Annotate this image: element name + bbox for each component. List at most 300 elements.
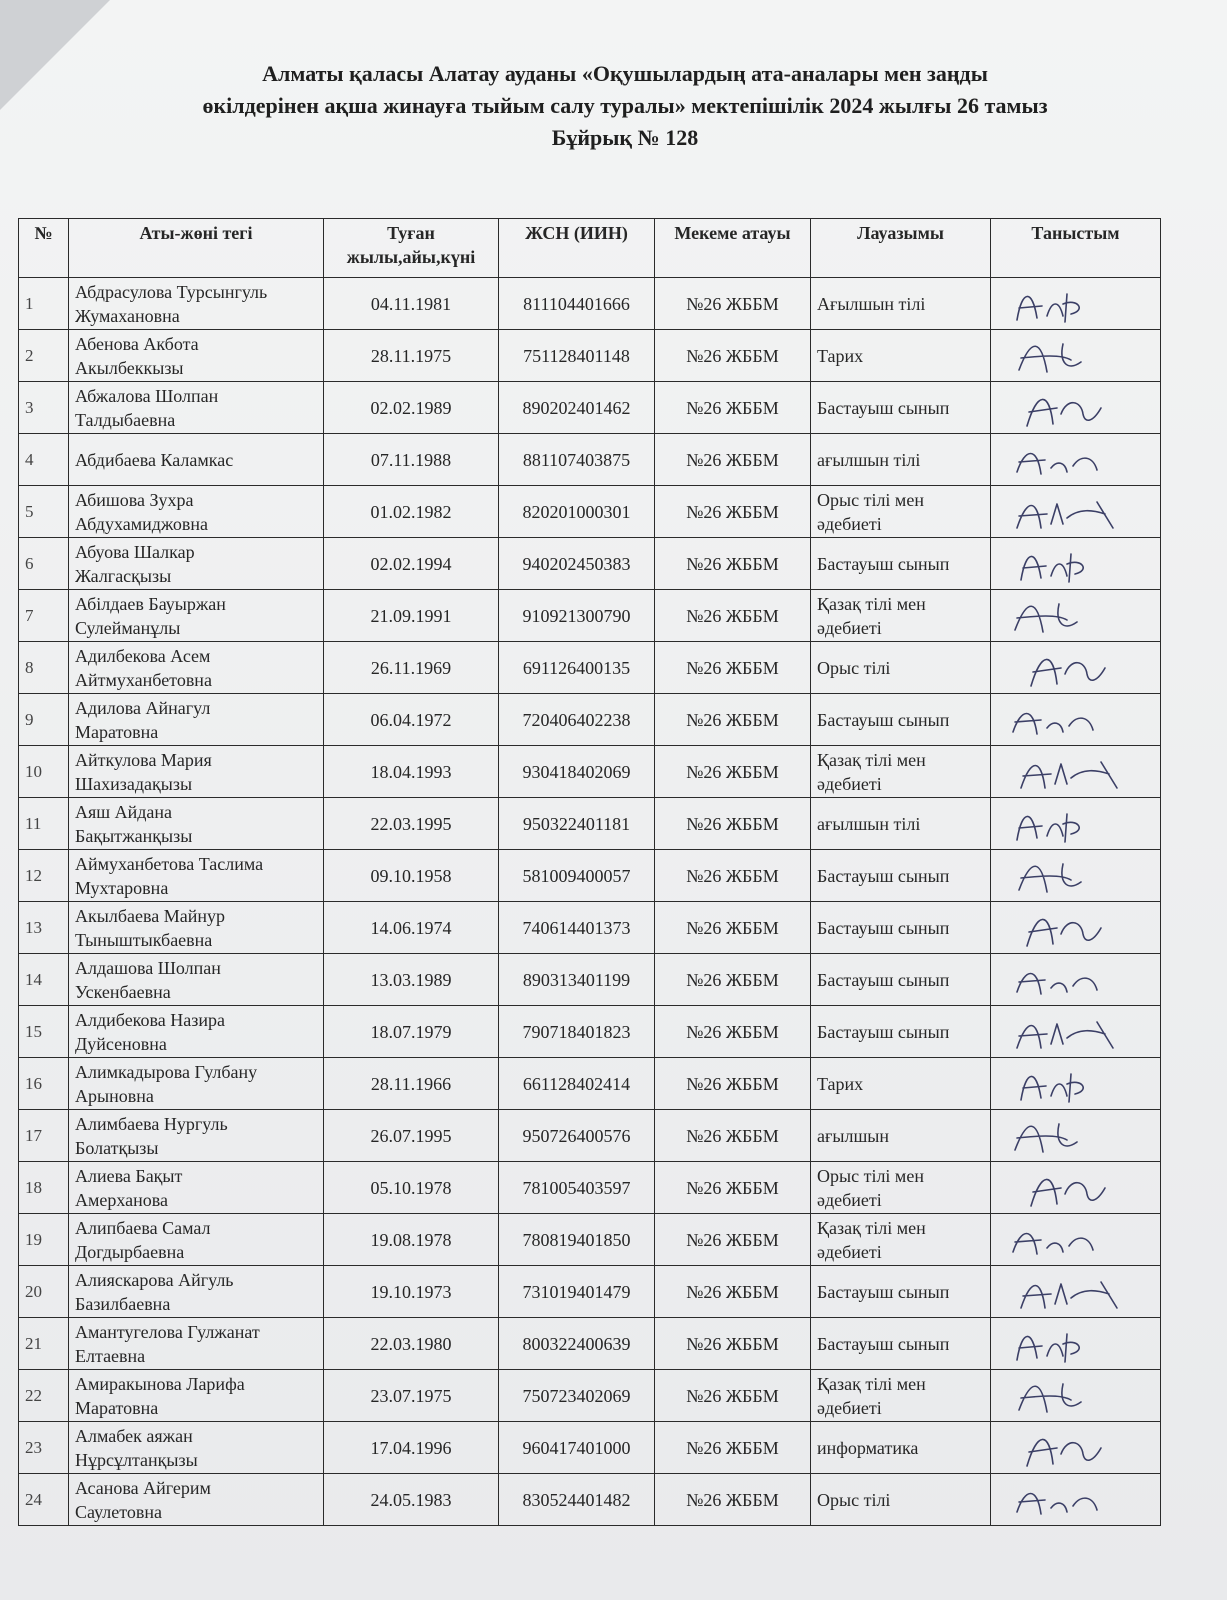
table-row xyxy=(19,1214,1161,1266)
full-name-line-2: Акылбеккызы xyxy=(75,357,184,378)
full-name xyxy=(69,1266,324,1318)
birth-date: 02.02.1994 xyxy=(324,538,499,590)
iin-number: 890202401462 xyxy=(499,382,655,434)
organization-name: №26 ЖББМ xyxy=(655,798,811,850)
table-row xyxy=(19,798,1161,850)
row-number: 1 xyxy=(19,278,69,330)
organization-name: №26 ЖББМ xyxy=(655,590,811,642)
full-name-line-2: Мухтаровна xyxy=(75,877,169,898)
position-line-1: ағылшын xyxy=(817,1125,890,1146)
row-number: 11 xyxy=(19,798,69,850)
position-line-1: Орыс тілі мен xyxy=(817,1165,924,1186)
row-number: 17 xyxy=(19,1110,69,1162)
full-name-line-1: Алмабек аяжан xyxy=(75,1425,193,1446)
table-row xyxy=(19,330,1161,382)
signature-cell xyxy=(991,330,1161,382)
full-name-line-2: Догдырбаевна xyxy=(75,1241,185,1262)
signature-cell xyxy=(991,1318,1161,1370)
birth-date: 14.06.1974 xyxy=(324,902,499,954)
table-row xyxy=(19,1422,1161,1474)
signature-cell xyxy=(991,382,1161,434)
iin-number: 781005403597 xyxy=(499,1162,655,1214)
position xyxy=(811,278,991,330)
position-line-1: Қазақ тілі мен xyxy=(817,1217,926,1238)
position-line-2: әдебиеті xyxy=(817,617,882,638)
signature-cell xyxy=(991,798,1161,850)
birth-date: 19.08.1978 xyxy=(324,1214,499,1266)
full-name-line-1: Алияскарова Айгуль xyxy=(75,1269,234,1290)
full-name-line-2: Елтаевна xyxy=(75,1345,146,1366)
position xyxy=(811,1422,991,1474)
iin-number: 691126400135 xyxy=(499,642,655,694)
organization-name: №26 ЖББМ xyxy=(655,1370,811,1422)
row-number: 24 xyxy=(19,1474,69,1526)
full-name-line-1: Алипбаева Самал xyxy=(75,1217,211,1238)
birth-date: 09.10.1958 xyxy=(324,850,499,902)
full-name-line-1: Абжалова Шолпан xyxy=(75,385,219,406)
signature-cell xyxy=(991,1058,1161,1110)
full-name-line-2: Жалгасқызы xyxy=(75,565,172,586)
birth-date: 28.11.1966 xyxy=(324,1058,499,1110)
position-line-2: әдебиеті xyxy=(817,1397,882,1418)
position xyxy=(811,486,991,538)
iin-number: 950322401181 xyxy=(499,798,655,850)
row-number: 14 xyxy=(19,954,69,1006)
iin-number: 581009400057 xyxy=(499,850,655,902)
organization-name: №26 ЖББМ xyxy=(655,278,811,330)
position-line-2: әдебиеті xyxy=(817,773,882,794)
signature-cell xyxy=(991,694,1161,746)
signature-cell xyxy=(991,954,1161,1006)
header-line-1: Алматы қаласы Алатау ауданы «Оқушылардың ата-аналары мен заңды xyxy=(262,61,988,86)
signature-cell xyxy=(991,1110,1161,1162)
birth-date: 19.10.1973 xyxy=(324,1266,499,1318)
signature-cell xyxy=(991,1370,1161,1422)
iin-number: 811104401666 xyxy=(499,278,655,330)
table-row xyxy=(19,590,1161,642)
full-name xyxy=(69,278,324,330)
signature-cell xyxy=(991,434,1161,486)
birth-date: 26.11.1969 xyxy=(324,642,499,694)
table-row xyxy=(19,694,1161,746)
handwritten-signature xyxy=(997,1424,1137,1472)
birth-date: 01.02.1982 xyxy=(324,486,499,538)
organization-name: №26 ЖББМ xyxy=(655,642,811,694)
birth-date: 04.11.1981 xyxy=(324,278,499,330)
full-name xyxy=(69,486,324,538)
full-name-line-2: Абдухамиджовна xyxy=(75,513,208,534)
table-row xyxy=(19,1110,1161,1162)
position-line-1: Орыс тілі xyxy=(817,657,891,678)
position-line-2: әдебиеті xyxy=(817,1241,882,1262)
position xyxy=(811,590,991,642)
full-name xyxy=(69,642,324,694)
row-number: 3 xyxy=(19,382,69,434)
column-header-position: Лауазымы xyxy=(811,219,991,278)
iin-number: 720406402238 xyxy=(499,694,655,746)
full-name-line-2: Талдыбаевна xyxy=(75,409,176,430)
full-name xyxy=(69,590,324,642)
row-number: 9 xyxy=(19,694,69,746)
organization-name: №26 ЖББМ xyxy=(655,382,811,434)
handwritten-signature xyxy=(997,332,1137,380)
organization-name: №26 ЖББМ xyxy=(655,902,811,954)
position-line-2: әдебиеті xyxy=(817,513,882,534)
table-row xyxy=(19,1318,1161,1370)
position xyxy=(811,850,991,902)
full-name-line-2: Ускенбаевна xyxy=(75,981,171,1002)
row-number: 22 xyxy=(19,1370,69,1422)
full-name-line-1: Абишова Зухра xyxy=(75,489,194,510)
full-name xyxy=(69,1162,324,1214)
iin-number: 950726400576 xyxy=(499,1110,655,1162)
full-name-line-2: Болатқызы xyxy=(75,1137,159,1158)
full-name-line-2: Айтмуханбетовна xyxy=(75,669,212,690)
handwritten-signature xyxy=(997,644,1137,692)
full-name-line-1: Адилбекова Асем xyxy=(75,645,211,666)
full-name-line-1: Алдашова Шолпан xyxy=(75,957,221,978)
iin-number: 930418402069 xyxy=(499,746,655,798)
full-name xyxy=(69,1214,324,1266)
handwritten-signature xyxy=(997,852,1137,900)
birth-date: 28.11.1975 xyxy=(324,330,499,382)
table-row xyxy=(19,278,1161,330)
table-row xyxy=(19,902,1161,954)
table-row xyxy=(19,434,1161,486)
full-name xyxy=(69,1474,324,1526)
position xyxy=(811,382,991,434)
column-header-name: Аты-жөні тегі xyxy=(69,219,324,278)
full-name xyxy=(69,1006,324,1058)
position-line-1: Орыс тілі мен xyxy=(817,489,924,510)
position-line-1: Орыс тілі xyxy=(817,1489,891,1510)
full-name-line-1: Алимбаева Нургуль xyxy=(75,1113,228,1134)
birth-date: 22.03.1995 xyxy=(324,798,499,850)
column-header-iin: ЖСН (ИИН) xyxy=(499,219,655,278)
iin-number: 800322400639 xyxy=(499,1318,655,1370)
table-row xyxy=(19,642,1161,694)
position xyxy=(811,1318,991,1370)
position-line-1: Бастауыш сынып xyxy=(817,969,950,990)
position xyxy=(811,1266,991,1318)
signature-cell xyxy=(991,1162,1161,1214)
position-line-1: Қазақ тілі мен xyxy=(817,749,926,770)
organization-name: №26 ЖББМ xyxy=(655,538,811,590)
handwritten-signature xyxy=(997,1112,1137,1160)
row-number: 20 xyxy=(19,1266,69,1318)
position-line-1: ағылшын тілі xyxy=(817,813,921,834)
birth-date: 07.11.1988 xyxy=(324,434,499,486)
full-name xyxy=(69,1422,324,1474)
handwritten-signature xyxy=(997,800,1137,848)
signature-cell xyxy=(991,538,1161,590)
full-name-line-2: Амерханова xyxy=(75,1189,169,1210)
position xyxy=(811,954,991,1006)
full-name-line-2: Арыновна xyxy=(75,1085,154,1106)
position xyxy=(811,330,991,382)
full-name-line-2: Тыныштыкбаевна xyxy=(75,929,213,950)
position xyxy=(811,746,991,798)
position xyxy=(811,1006,991,1058)
column-header-org: Мекеме атауы xyxy=(655,219,811,278)
handwritten-signature xyxy=(997,696,1137,744)
birth-date: 23.07.1975 xyxy=(324,1370,499,1422)
iin-number: 790718401823 xyxy=(499,1006,655,1058)
table-row xyxy=(19,850,1161,902)
document-header xyxy=(100,58,1150,154)
iin-number: 940202450383 xyxy=(499,538,655,590)
full-name xyxy=(69,1058,324,1110)
signature-cell xyxy=(991,1474,1161,1526)
organization-name: №26 ЖББМ xyxy=(655,850,811,902)
handwritten-signature xyxy=(997,1268,1137,1316)
position-line-1: Бастауыш сынып xyxy=(817,1281,950,1302)
handwritten-signature xyxy=(997,280,1137,328)
table-row xyxy=(19,382,1161,434)
position-line-1: Тарих xyxy=(817,345,864,366)
full-name-line-1: Абенова Акбота xyxy=(75,333,199,354)
signature-cell xyxy=(991,1214,1161,1266)
full-name xyxy=(69,434,324,486)
signature-cell xyxy=(991,642,1161,694)
full-name-line-1: Абдрасулова Турсынгуль xyxy=(75,281,268,302)
iin-number: 731019401479 xyxy=(499,1266,655,1318)
full-name xyxy=(69,330,324,382)
signature-cell xyxy=(991,902,1161,954)
full-name-line-1: Алдибекова Назира xyxy=(75,1009,225,1030)
birth-date: 24.05.1983 xyxy=(324,1474,499,1526)
organization-name: №26 ЖББМ xyxy=(655,330,811,382)
row-number: 12 xyxy=(19,850,69,902)
organization-name: №26 ЖББМ xyxy=(655,434,811,486)
iin-number: 960417401000 xyxy=(499,1422,655,1474)
birth-date: 05.10.1978 xyxy=(324,1162,499,1214)
full-name xyxy=(69,850,324,902)
iin-number: 780819401850 xyxy=(499,1214,655,1266)
full-name-line-1: Аймуханбетова Таслима xyxy=(75,853,264,874)
signature-cell xyxy=(991,746,1161,798)
birth-date: 18.07.1979 xyxy=(324,1006,499,1058)
row-number: 7 xyxy=(19,590,69,642)
column-header-signature: Таныстым xyxy=(991,219,1161,278)
iin-number: 661128402414 xyxy=(499,1058,655,1110)
position-line-1: Тарих xyxy=(817,1073,864,1094)
column-header-birth: Туған жылы,айы,күні xyxy=(324,219,499,278)
iin-number: 890313401199 xyxy=(499,954,655,1006)
header-line-2: өкілдерінен ақша жинауға тыйым салу туралы» мектепішілік 2024 жылғы 26 тамыз xyxy=(202,93,1048,118)
full-name-line-1: Амиракынова Ларифа xyxy=(75,1373,245,1394)
table-row xyxy=(19,1474,1161,1526)
position xyxy=(811,1162,991,1214)
full-name-line-1: Амантугелова Гулжанат xyxy=(75,1321,260,1342)
iin-number: 820201000301 xyxy=(499,486,655,538)
full-name xyxy=(69,538,324,590)
row-number: 6 xyxy=(19,538,69,590)
full-name-line-2: Сулейманұлы xyxy=(75,617,181,638)
table-row xyxy=(19,538,1161,590)
table-row xyxy=(19,954,1161,1006)
full-name xyxy=(69,1110,324,1162)
full-name xyxy=(69,1370,324,1422)
row-number: 10 xyxy=(19,746,69,798)
handwritten-signature xyxy=(997,1008,1137,1056)
header-line-3: Бұйрық № 128 xyxy=(551,125,699,150)
row-number: 15 xyxy=(19,1006,69,1058)
row-number: 18 xyxy=(19,1162,69,1214)
birth-date: 22.03.1980 xyxy=(324,1318,499,1370)
full-name-line-2: Бақытжанқызы xyxy=(75,825,193,846)
handwritten-signature xyxy=(997,1060,1137,1108)
handwritten-signature xyxy=(997,488,1137,536)
row-number: 4 xyxy=(19,434,69,486)
position xyxy=(811,1370,991,1422)
position-line-1: Ағылшын тілі xyxy=(817,293,926,314)
birth-date: 21.09.1991 xyxy=(324,590,499,642)
organization-name: №26 ЖББМ xyxy=(655,954,811,1006)
signature-cell xyxy=(991,850,1161,902)
organization-name: №26 ЖББМ xyxy=(655,1318,811,1370)
birth-date: 02.02.1989 xyxy=(324,382,499,434)
position xyxy=(811,538,991,590)
birth-date: 13.03.1989 xyxy=(324,954,499,1006)
position xyxy=(811,902,991,954)
position xyxy=(811,434,991,486)
signature-cell xyxy=(991,486,1161,538)
row-number: 13 xyxy=(19,902,69,954)
position-line-1: информатика xyxy=(817,1437,919,1458)
table-row xyxy=(19,486,1161,538)
position xyxy=(811,694,991,746)
position-line-1: Бастауыш сынып xyxy=(817,397,950,418)
handwritten-signature xyxy=(997,904,1137,952)
table-header-row xyxy=(19,219,1161,278)
position xyxy=(811,642,991,694)
handwritten-signature xyxy=(997,540,1137,588)
full-name xyxy=(69,798,324,850)
full-name xyxy=(69,382,324,434)
position-line-1: Бастауыш сынып xyxy=(817,709,950,730)
full-name-line-1: Алиева Бақыт xyxy=(75,1165,183,1186)
full-name xyxy=(69,1318,324,1370)
organization-name: №26 ЖББМ xyxy=(655,1006,811,1058)
row-number: 5 xyxy=(19,486,69,538)
position xyxy=(811,1110,991,1162)
page-corner-fold xyxy=(0,0,110,110)
table-row xyxy=(19,1058,1161,1110)
full-name xyxy=(69,954,324,1006)
row-number: 23 xyxy=(19,1422,69,1474)
position-line-1: Қазақ тілі мен xyxy=(817,593,926,614)
column-header-num: № xyxy=(19,219,69,278)
iin-number: 740614401373 xyxy=(499,902,655,954)
full-name-line-2: Жумахановна xyxy=(75,305,180,326)
full-name-line-2: Саулетовна xyxy=(75,1501,163,1522)
organization-name: №26 ЖББМ xyxy=(655,486,811,538)
position xyxy=(811,1058,991,1110)
iin-number: 751128401148 xyxy=(499,330,655,382)
position-line-1: Бастауыш сынып xyxy=(817,917,950,938)
position-line-1: Бастауыш сынып xyxy=(817,553,950,574)
row-number: 21 xyxy=(19,1318,69,1370)
full-name-line-1: Акылбаева Майнур xyxy=(75,905,225,926)
signature-cell xyxy=(991,1422,1161,1474)
birth-date: 26.07.1995 xyxy=(324,1110,499,1162)
handwritten-signature xyxy=(997,1476,1137,1524)
organization-name: №26 ЖББМ xyxy=(655,1214,811,1266)
handwritten-signature xyxy=(997,1320,1137,1368)
organization-name: №26 ЖББМ xyxy=(655,1422,811,1474)
birth-date: 17.04.1996 xyxy=(324,1422,499,1474)
position-line-1: Қазақ тілі мен xyxy=(817,1373,926,1394)
organization-name: №26 ЖББМ xyxy=(655,746,811,798)
signature-cell xyxy=(991,278,1161,330)
full-name-line-1: Абуова Шалкар xyxy=(75,541,195,562)
full-name-line-1: Асанова Айгерим xyxy=(75,1477,211,1498)
full-name-line-1: Айткулова Мария xyxy=(75,749,212,770)
position-line-1: Бастауыш сынып xyxy=(817,1333,950,1354)
iin-number: 750723402069 xyxy=(499,1370,655,1422)
organization-name: №26 ЖББМ xyxy=(655,1474,811,1526)
organization-name: №26 ЖББМ xyxy=(655,1058,811,1110)
full-name-line-2: Маратовна xyxy=(75,1397,159,1418)
full-name xyxy=(69,694,324,746)
handwritten-signature xyxy=(997,748,1137,796)
signature-cell xyxy=(991,590,1161,642)
position-line-1: Бастауыш сынып xyxy=(817,865,950,886)
handwritten-signature xyxy=(997,1372,1137,1420)
handwritten-signature xyxy=(997,436,1137,484)
row-number: 8 xyxy=(19,642,69,694)
full-name-line-2: Шахизадақызы xyxy=(75,773,193,794)
position-line-1: ағылшын тілі xyxy=(817,449,921,470)
handwritten-signature xyxy=(997,592,1137,640)
full-name-line-1: Адилова Айнагул xyxy=(75,697,211,718)
table-row xyxy=(19,1370,1161,1422)
birth-date: 18.04.1993 xyxy=(324,746,499,798)
full-name-line-2: Дуйсеновна xyxy=(75,1033,167,1054)
organization-name: №26 ЖББМ xyxy=(655,694,811,746)
handwritten-signature xyxy=(997,956,1137,1004)
iin-number: 881107403875 xyxy=(499,434,655,486)
table-row xyxy=(19,1266,1161,1318)
position-line-2: әдебиеті xyxy=(817,1189,882,1210)
position xyxy=(811,1214,991,1266)
position-line-1: Бастауыш сынып xyxy=(817,1021,950,1042)
signature-cell xyxy=(991,1006,1161,1058)
iin-number: 830524401482 xyxy=(499,1474,655,1526)
handwritten-signature xyxy=(997,384,1137,432)
row-number: 19 xyxy=(19,1214,69,1266)
row-number: 2 xyxy=(19,330,69,382)
organization-name: №26 ЖББМ xyxy=(655,1266,811,1318)
signature-cell xyxy=(991,1266,1161,1318)
full-name-line-1: Абілдаев Бауыржан xyxy=(75,593,226,614)
full-name-line-1: Алимкадырова Гулбану xyxy=(75,1061,258,1082)
handwritten-signature xyxy=(997,1164,1137,1212)
organization-name: №26 ЖББМ xyxy=(655,1110,811,1162)
full-name xyxy=(69,902,324,954)
acknowledgement-table xyxy=(18,218,1161,1526)
birth-date: 06.04.1972 xyxy=(324,694,499,746)
table-row xyxy=(19,746,1161,798)
position xyxy=(811,798,991,850)
row-number: 16 xyxy=(19,1058,69,1110)
iin-number: 910921300790 xyxy=(499,590,655,642)
position xyxy=(811,1474,991,1526)
full-name-line-1: Аяш Айдана xyxy=(75,801,173,822)
table-row xyxy=(19,1006,1161,1058)
table-row xyxy=(19,1162,1161,1214)
